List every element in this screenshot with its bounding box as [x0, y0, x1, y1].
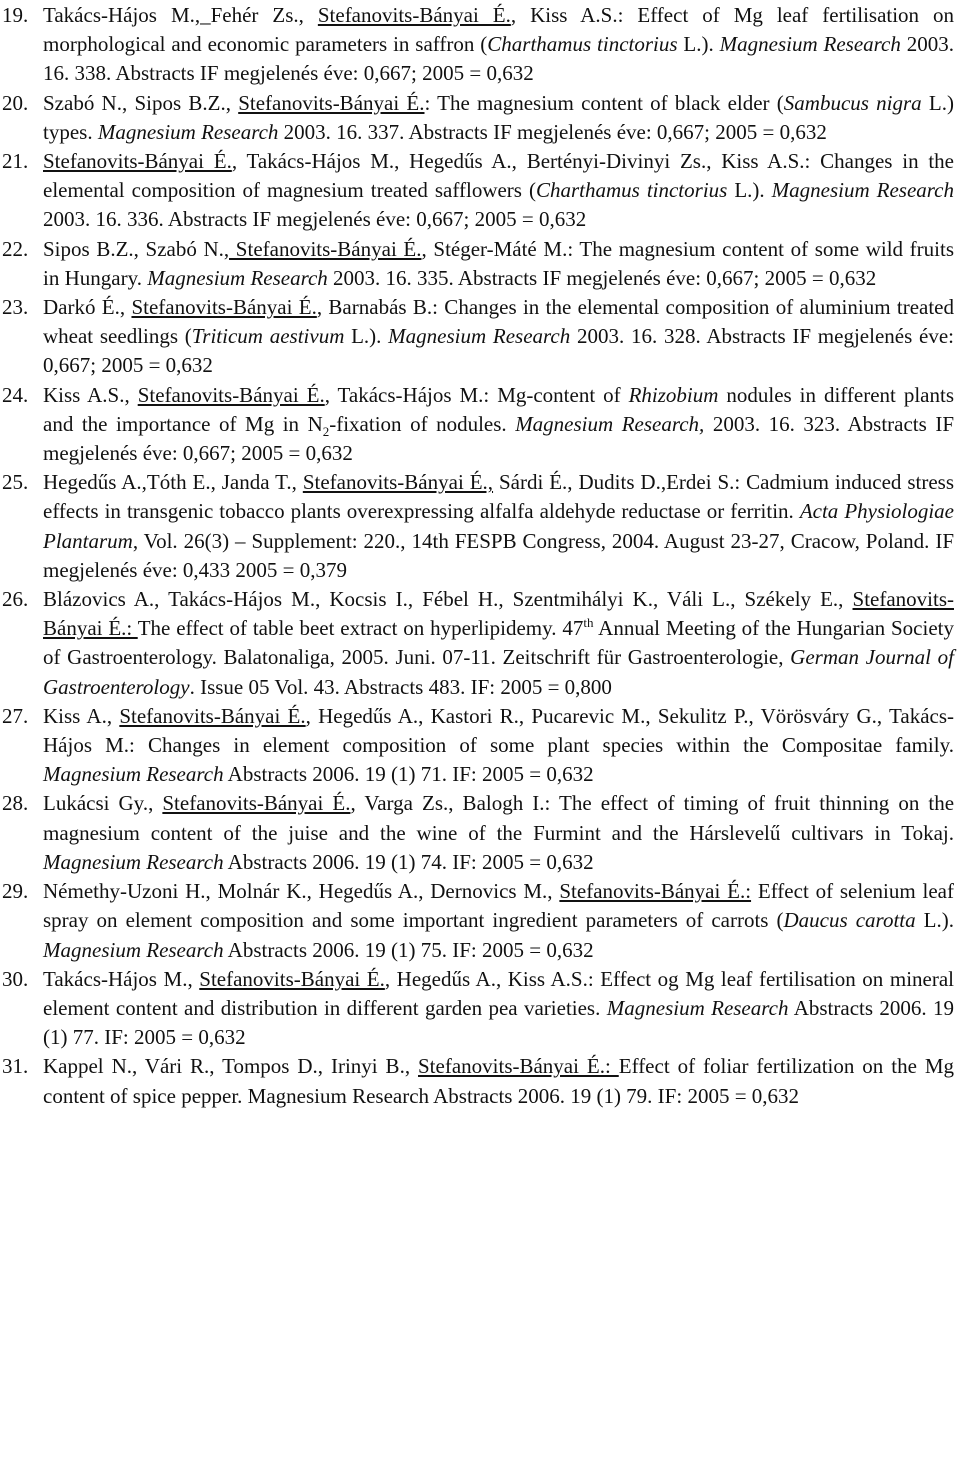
citation-text: , Stéger-Máté M.: The magnesium content of some wild fruits in Hungary. [43, 236, 954, 290]
entry-number: 19. [2, 3, 29, 27]
entry-number: 30. [2, 966, 29, 991]
italic-text: Triticum aestivum [191, 324, 345, 349]
entry-number: 26. [2, 587, 29, 612]
citation-text: Blázovics A., Takács-Hájos M., Kocsis I., Fébel H., Szentmihályi K., Váli L., Székely E., [43, 587, 853, 612]
publication-entry [2, 1052, 954, 1110]
italic-text: Magnesium Research [43, 849, 224, 874]
publication-entry [2, 702, 954, 790]
underlined-author: , Stefanovits-Bányai É. [223, 236, 422, 261]
underlined-author: Stefanovits-Bányai É. [317, 3, 511, 27]
citation-text: , Barnabás B.: Changes in the elemental composition of aluminium treated wheat seedlings ( [43, 295, 954, 349]
publication-entry [2, 468, 954, 585]
entry-number: 25. [2, 470, 29, 495]
citation-text: nodules in different plants and the importance of Mg in N [43, 382, 955, 436]
underlined-author: Stefanovits-Bányai É. [43, 149, 232, 174]
entry-citation [43, 147, 954, 235]
entry-number: 28. [2, 791, 29, 816]
citation-text: : The magnesium content of black elder ( [424, 90, 784, 115]
citation-text: Takács-Hájos M.,_Fehér Zs., [43, 3, 318, 27]
citation-text: , Hegedűs A., Kiss A.S.: Effect og Mg leaf fertilisation on mineral element content and distribution in different garden pea varieties. [43, 966, 954, 1020]
underlined-author: Stefanovits-Bányai É.: [43, 587, 954, 641]
italic-text: Magnesium Research, [515, 411, 705, 436]
publication-entry [2, 877, 954, 965]
italic-text: Magnesium Research [43, 937, 224, 962]
citation-text: , Vol. 26(3) – Supplement: 220., 14th FESPB Congress, 2004. August 23-27, Cracow, Poland. IF megjelenés éve: 0,433 2005 = 0,379 [43, 528, 954, 582]
underlined-author: Stefanovits-Bányai É. [162, 791, 351, 816]
citation-text: Abstracts 2006. 19 (1) 75. IF: 2005 = 0,632 [223, 937, 594, 962]
citation-text: L.). [677, 32, 720, 57]
italic-text: Magnesium Research [43, 762, 224, 787]
italic-text: Sambucus nigra [783, 90, 922, 115]
entry-number: 20. [2, 90, 29, 115]
italic-text: German Journal of Gastroenterology [43, 645, 954, 699]
publication-entry [2, 789, 954, 877]
citation-text: Abstracts 2006. 19 (1) 77. IF: 2005 = 0,632 [43, 995, 955, 1050]
citation-text: Takács-Hájos M., [43, 966, 200, 991]
underlined-author: Stefanovits-Bányai É., [302, 470, 494, 495]
underlined-author: Stefanovits-Bányai É. [119, 703, 306, 728]
citation-text: Abstracts 2006. 19 (1) 74. IF: 2005 = 0,632 [223, 849, 594, 874]
italic-text: Magnesium Research [97, 119, 279, 144]
citation-text: , Hegedűs A., Kastori R., Pucarevic M., Sekulitz P., Vörösváry G., Takács-Hájos M.: Changes in element composition of some plant species within the Compositae family. [43, 703, 955, 758]
citation-text: Annual Meeting of the Hungarian Society of Gastroenterology. Balatonaliga, 2005. Juni. 07-11. Zeitschrift für Gastroenterologie, [43, 616, 954, 670]
entry-citation [43, 293, 954, 381]
citation-text: Kiss A.S., [43, 382, 138, 407]
entry-number: 21. [2, 149, 29, 174]
citation-text: Sárdi É., Dudits D.,Erdei S.: Cadmium induced stress effects in transgenic tobacco plants overexpressing alfalfa aldehyde reductase or ferritin. [43, 470, 954, 524]
underlined-author: Stefanovits-Bányai É.: [559, 879, 752, 904]
italic-text: Magnesium Research [606, 995, 789, 1020]
citation-text: L.). [727, 178, 772, 203]
citation-text: L.) types. [43, 90, 954, 144]
italic-text: Magnesium Research [719, 32, 901, 57]
citation-text: , Takács-Hájos M., Hegedűs A., Bertényi-Divinyi Zs., Kiss A.S.: Changes in the elemental composition of magnesium treated safflowers ( [43, 149, 954, 203]
underlined-author: Stefanovits-Bányai É. [131, 295, 317, 320]
citation-text: Némethy-Uzoni H., Molnár K., Hegedűs A., Dernovics M., [43, 879, 560, 904]
entry-number: 24. [2, 382, 29, 407]
citation-text: 2003. 16. 335. Abstracts IF megjelenés éve: 0,667; 2005 = 0,632 [327, 265, 877, 290]
entry-number: 27. [2, 703, 29, 728]
citation-text: Abstracts 2006. 19 (1) 71. IF: 2005 = 0,632 [223, 762, 594, 787]
citation-text: , Kiss A.S.: Effect of Mg leaf fertilisation on morphological and economic parameters in saffron ( [43, 3, 955, 57]
italic-text: Charthamus tinctorius [535, 178, 728, 203]
underlined-author: Stefanovits-Bányai É. [238, 90, 425, 115]
entry-citation [43, 89, 954, 147]
citation-text: Sipos B.Z., Szabó N. [43, 236, 224, 261]
publication-entry [2, 89, 954, 147]
entry-number: 22. [2, 236, 29, 261]
entry-citation [43, 877, 954, 965]
italic-text: Daucus carotta [783, 908, 916, 933]
underlined-author: Stefanovits-Bányai É.: [418, 1054, 619, 1079]
citation-text: L.). [344, 324, 389, 349]
citation-text: Kappel N., Vári R., Tompos D., Irinyi B., [43, 1054, 418, 1079]
publication-entry [2, 585, 954, 702]
citation-text: 2003. 16. 336. Abstracts IF megjelenés éve: 0,667; 2005 = 0,632 [43, 207, 587, 232]
italic-text: Magnesium Research [147, 265, 328, 290]
underlined-author: Stefanovits-Bányai É. [199, 966, 385, 991]
entry-citation [43, 789, 954, 877]
citation-text: Kiss A., [43, 703, 120, 728]
entry-citation [43, 468, 954, 585]
citation-text: , Varga Zs., Balogh I.: The effect of timing of fruit thinning on the magnesium content of the juise and the wine of the Furmint and the Hárslevelű cultivars in Tokaj. [43, 791, 955, 845]
superscript-text: th [583, 615, 594, 631]
underlined-author: Stefanovits-Bányai É. [137, 382, 325, 407]
citation-text: 2003. 16. 323. Abstracts IF megjelenés éve: 0,667; 2005 = 0,632 [43, 411, 954, 466]
citation-text: 2003. 16. 337. Abstracts IF megjelenés éve: 0,667; 2005 = 0,632 [278, 119, 827, 144]
citation-text: The effect of table beet extract on hyperlipidemy. 47 [137, 616, 584, 641]
entry-number: 29. [2, 879, 29, 904]
entry-citation [43, 1052, 954, 1110]
italic-text: Magnesium Research [771, 178, 954, 203]
entry-citation [43, 381, 954, 469]
publication-entry [2, 147, 954, 235]
citation-text: Szabó N., Sipos B.Z., [43, 90, 239, 115]
citation-text: 2003. 16. 328. Abstracts IF megjelenés éve: 0,667; 2005 = 0,632 [43, 324, 954, 378]
publication-entry [2, 235, 954, 293]
citation-text: L.). [915, 908, 954, 933]
entry-number: 31. [2, 1054, 29, 1079]
citation-text: 2003. 16. 338. Abstracts IF megjelenés éve: 0,667; 2005 = 0,632 [43, 32, 954, 86]
italic-text: Acta Physiologiae Plantarum [43, 499, 954, 553]
citation-text: Hegedűs A.,Tóth E., Janda T., [43, 470, 303, 495]
italic-text: Magnesium Research [388, 324, 571, 349]
publication-entry [2, 965, 954, 1053]
citation-text: -fixation of nodules. [329, 411, 516, 436]
citation-text: , Takács-Hájos M.: Mg-content of [324, 382, 629, 407]
italic-text: Rhizobium [628, 382, 719, 407]
entry-citation [43, 585, 954, 702]
citation-text: Effect of foliar fertilization on the Mg content of spice pepper. Magnesium Research Abstracts 2006. 19 (1) 79. IF: 2005 = 0,632 [43, 1054, 954, 1108]
entry-citation [43, 235, 954, 293]
publication-entry [2, 1, 954, 89]
citation-text: Lukácsi Gy., [43, 791, 163, 816]
citation-text: Effect of selenium leaf spray on element composition and some important ingredient parameters of carrots ( [43, 879, 954, 933]
entry-citation [43, 965, 954, 1053]
entry-citation [43, 702, 954, 790]
subscript-text: 2 [322, 424, 330, 440]
publication-entry [2, 293, 954, 381]
citation-text: . Issue 05 Vol. 43. Abstracts 483. IF: 2005 = 0,800 [189, 674, 612, 699]
citation-text: Darkó É., [43, 295, 132, 320]
entry-number: 23. [2, 295, 29, 320]
publication-entry [2, 381, 954, 469]
entry-citation [43, 1, 954, 89]
italic-text: Charthamus tinctorius [487, 32, 678, 57]
